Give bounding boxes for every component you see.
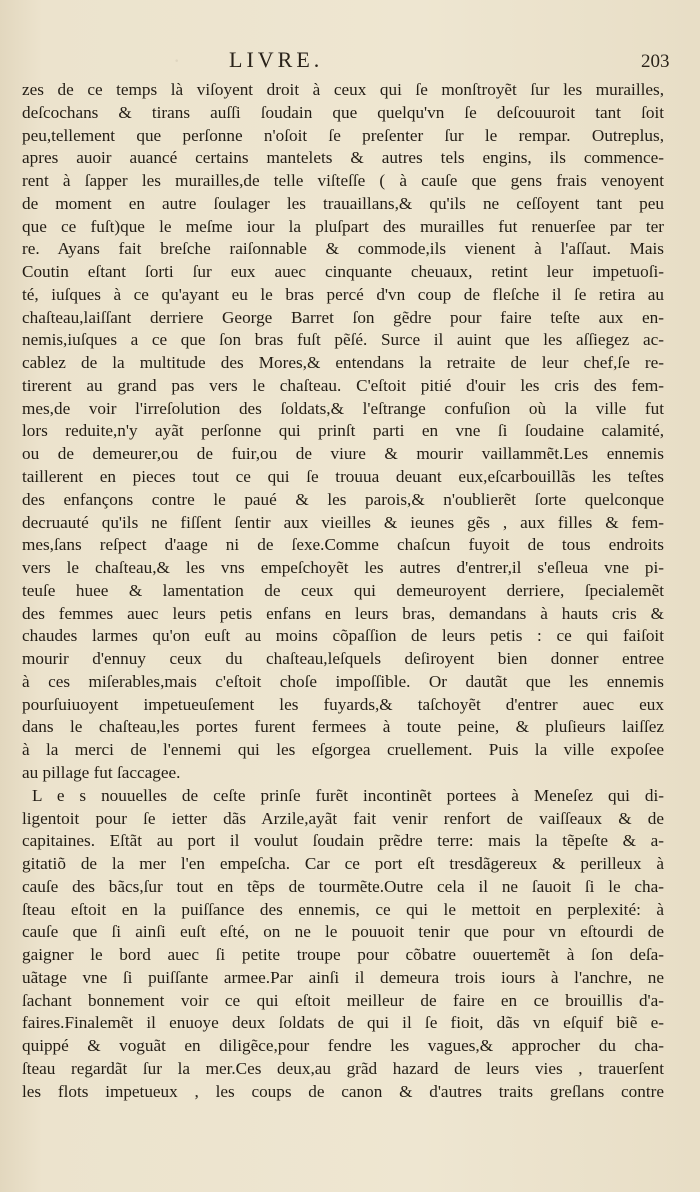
text-line: au pillage fut ſaccagee. [22, 762, 181, 782]
text-line: à la merci de l'ennemi qui les eſgorgea cruellement. Puis la ville expoſee [22, 740, 664, 760]
text-line: les flots impetueux , les coups de canon & d'autres traits greſlans contre [22, 1081, 664, 1101]
text-line: mourir d'ennuy ceux du chaſteau,leſquels deſiroyent bien donner entree [22, 649, 664, 669]
text-line: chaſteau,laiſſant derriere George Barret ſon gẽdre pour faire teſte aux en- [22, 307, 664, 327]
running-head: LIVRE. [229, 47, 324, 72]
text-line: tirerent au grand pas vers le chaſteau. C'eſtoit pitié d'ouir les cris des fem- [22, 375, 664, 395]
text-line: des femmes auec leurs petis enfans en leurs bras, demandans à hauts cris & [22, 603, 664, 623]
body-text [22, 79, 664, 1103]
text-line: pourſuiuoyent impetueuſement les fuyards,& taſchoyẽt d'entrer auec eux [22, 694, 664, 714]
text-line: uãtage vne ſi puiſſante armee.Par ainſi il demeura trois iours à l'anchre, ne [22, 967, 664, 987]
text-line: mes,ſans reſpect d'aage ni de ſexe.Comme chaſcun fuyoit de tous endroits [22, 535, 664, 555]
text-line: Coutin eſtant ſorti ſur eux auec cinquante cheuaux, retint leur impetuoſi- [22, 262, 664, 282]
text-line: apres auoir auancé certains mantelets & autres tels engins, ils commence- [22, 148, 664, 168]
text-line: quippé & voguãt en diligẽce,pour fendre les vagues,& approcher du cha- [22, 1036, 664, 1056]
text-line: rent à ſapper les murailles,de telle viſteſſe ( à cauſe que gens frais venoyent [22, 171, 664, 191]
text-line: lors reduite,n'y ayãt perſonne qui prinſt parti en vne ſi ſoudaine calamité, [22, 421, 664, 441]
text-line: ligentoit pour ſe ietter dãs Arzile,ayãt fait venir renfort de vaiſſeaux & de [22, 808, 664, 828]
text-line: de moment en autre ſoulager les trauaillans,& qu'ils ne ceſſoyent tant peu [22, 193, 664, 213]
text-line: gitatiõ de la mer l'en empeſcha. Car ce port eſt tresdãgereux & perilleux à [22, 854, 664, 874]
text-line: à ces miſerables,mais c'eſtoit choſe impoſſible. Or dautãt que les ennemis [22, 671, 664, 691]
text-line: teuſe huee & lamentation de ceux qui demeuroyent derriere, ſpecialemẽt [22, 580, 664, 600]
text-line: cauſe des bãcs,ſur tout en tẽps de tourmẽte.Outre cela il ne ſauoit ſi le cha- [22, 876, 664, 896]
text-line: capitaines. Eſtãt au port il voulut ſoudain prẽdre terre: mais la tẽpeſte & a- [22, 831, 664, 851]
text-line: ſachant bonnement voir ce qui eſtoit meilleur de faire en ce brouillis d'a- [22, 990, 664, 1010]
text-line: que ce fuſt)que le meſme iour la pluſpart des murailles fut renuerſee par ter [22, 216, 664, 236]
text-line: ou de demeurer,ou de fuir,ou de viure & mourir vaillammẽt.Les ennemis [22, 444, 664, 464]
text-line: ſteau regardãt ſur la mer.Ces deux,au grãd hazard de leurs vies , trauerſent [22, 1058, 664, 1078]
show-through-text: · [170, 48, 181, 73]
text-line: L e s nouuelles de ceſte prinſe furẽt incontinẽt portees à Meneſez qui di- [32, 785, 664, 805]
page-number: 203 [641, 51, 670, 72]
text-line: vers le chaſteau,& les vns empeſchoyẽt les autres d'entrer,il s'eſleua vne pi- [22, 558, 664, 578]
text-line: ſteau eſtoit en la puiſſance des ennemis, ce qui le mettoit en perplexité: à [22, 899, 664, 919]
text-line: chaudes larmes qu'on euſt au moins cõpaſſion de leurs petis : ce qui faiſoit [22, 626, 664, 646]
text-line: dans le chaſteau,les portes furent fermees à toute peine, & pluſieurs laiſſez [22, 717, 664, 737]
text-line: zes de ce temps là viſoyent droit à ceux qui ſe monſtroyẽt ſur les murailles, [22, 80, 664, 99]
text-line: peu,tellement que perſonne n'oſoit ſe preſenter ſur le rempar. Outreplus, [22, 125, 664, 145]
text-line: té, iuſques à ce qu'ayant eu le bras percé d'vn coup de fleſche il ſe retira au [22, 284, 664, 304]
text-line: nemis,iuſques a ce que ſon bras fuſt pẽſé. Surce il auint que les aſſiegez ac- [22, 330, 664, 350]
page-header [0, 44, 700, 78]
text-line: taillerent en pieces tout ce qui ſe trouua deuant eux,eſcarbouillãs les teſtes [22, 467, 664, 487]
text-line: cablez de la multitude des Mores,& entendans la retraite de leur chef,ſe re- [22, 353, 664, 373]
text-line: re. Ayans fait breſche raiſonnable & commode,ils vienent à l'aſſaut. Mais [22, 239, 664, 259]
text-line: cauſe que ſi ainſi euſt eſté, on ne le pouuoit tenir que pour vn eſtourdi de [22, 922, 664, 942]
text-line: gaigner le bord auec ſi petite troupe pour cõbatre ouuertemẽt à ſon deſa- [22, 945, 664, 965]
text-line: faires.Finalemẽt il enuoye deux ſoldats de qui il ſe fioit, dãs vn eſquif biẽ e- [22, 1013, 664, 1033]
text-line: mes,de voir l'irreſolution des ſoldats,& l'eſtrange confuſion où la ville fut [22, 398, 664, 418]
text-line: decruauté qu'ils ne fiſſent ſentir aux vieilles & ieunes gẽs , aux filles & fem- [22, 512, 664, 532]
text-line: deſcochans & tirans auſſi ſoudain que quelqu'vn ſe deſcouuroit tant ſoit [22, 102, 664, 122]
text-line: des enfançons contre le paué & les parois,& n'oublierẽt ſorte quelconque [22, 489, 664, 509]
